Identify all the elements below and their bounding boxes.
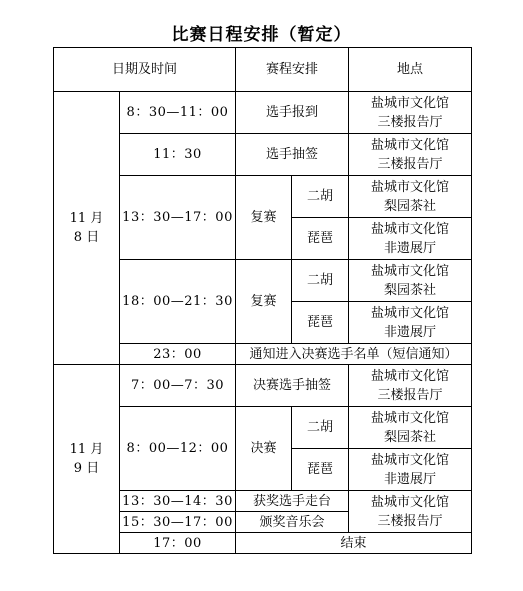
event-cell: 获奖选手走台 [236, 491, 349, 512]
event-cell: 颁奖音乐会 [236, 512, 349, 533]
time-cell: 15：30—17：00 [120, 512, 236, 533]
date-day: 8 日 [73, 230, 100, 245]
location-line-2: 三楼报告厅 [377, 513, 443, 529]
event-cell: 选手抽签 [236, 134, 349, 176]
time-cell: 13：30—17：00 [120, 176, 236, 260]
location-line-2: 三楼报告厅 [377, 156, 443, 172]
event-cell: 结束 [236, 533, 472, 554]
schedule-table [53, 47, 472, 554]
instrument-cell: 二胡 [292, 176, 349, 218]
location-line-1: 盐城市文化馆 [371, 368, 450, 384]
time-cell: 7：00—7：30 [120, 365, 236, 407]
location-line-1: 盐城市文化馆 [371, 95, 450, 111]
date-month: 11 月 [69, 442, 104, 457]
instrument-cell: 琵琶 [292, 302, 349, 344]
time-cell: 18：00—21：30 [120, 260, 236, 344]
time-cell: 11：30 [120, 134, 236, 176]
date-cell-day2 [54, 365, 120, 554]
instrument-cell: 二胡 [292, 260, 349, 302]
header-date-time: 日期及时间 [54, 48, 236, 92]
header-schedule: 赛程安排 [236, 48, 349, 92]
location-cell [349, 218, 472, 260]
location-cell [349, 302, 472, 344]
location-line-2: 三楼报告厅 [377, 387, 443, 403]
location-line-1: 盐城市文化馆 [371, 494, 450, 510]
location-line-1: 盐城市文化馆 [371, 137, 450, 153]
event-cell: 通知进入决赛选手名单（短信通知） [236, 344, 472, 365]
event-cell: 复赛 [236, 260, 292, 344]
location-cell [349, 365, 472, 407]
event-cell: 复赛 [236, 176, 292, 260]
table-row [54, 365, 472, 407]
date-month: 11 月 [69, 211, 104, 226]
event-cell: 决赛 [236, 407, 292, 491]
location-line-1: 盐城市文化馆 [371, 410, 450, 426]
event-cell: 选手报到 [236, 92, 349, 134]
location-cell [349, 491, 472, 533]
location-cell [349, 449, 472, 491]
location-cell [349, 407, 472, 449]
location-line-2: 非遗展厅 [384, 471, 437, 487]
instrument-cell: 琵琶 [292, 218, 349, 260]
instrument-cell: 琵琶 [292, 449, 349, 491]
location-line-2: 非遗展厅 [384, 240, 437, 256]
location-cell [349, 260, 472, 302]
instrument-cell: 二胡 [292, 407, 349, 449]
time-cell: 17：00 [120, 533, 236, 554]
location-line-1: 盐城市文化馆 [371, 221, 450, 237]
table-row [54, 92, 472, 134]
location-cell [349, 176, 472, 218]
date-cell-day1 [54, 92, 120, 365]
location-line-2: 梨园茶社 [384, 282, 437, 298]
event-cell: 决赛选手抽签 [236, 365, 349, 407]
location-line-1: 盐城市文化馆 [371, 179, 450, 195]
header-row [54, 48, 472, 92]
location-line-2: 非遗展厅 [384, 324, 437, 340]
location-cell [349, 92, 472, 134]
location-cell [349, 134, 472, 176]
time-cell: 8：30—11：00 [120, 92, 236, 134]
page-title: 比赛日程安排（暂定） [171, 25, 352, 45]
header-location: 地点 [349, 48, 472, 92]
location-line-2: 三楼报告厅 [377, 114, 443, 130]
location-line-1: 盐城市文化馆 [371, 263, 450, 279]
time-cell: 8：00—12：00 [120, 407, 236, 491]
location-line-1: 盐城市文化馆 [371, 452, 450, 468]
location-line-2: 梨园茶社 [384, 429, 437, 445]
date-day: 9 日 [73, 461, 100, 476]
location-line-1: 盐城市文化馆 [371, 305, 450, 321]
time-cell: 23：00 [120, 344, 236, 365]
location-line-2: 梨园茶社 [384, 198, 437, 214]
time-cell: 13：30—14：30 [120, 491, 236, 512]
